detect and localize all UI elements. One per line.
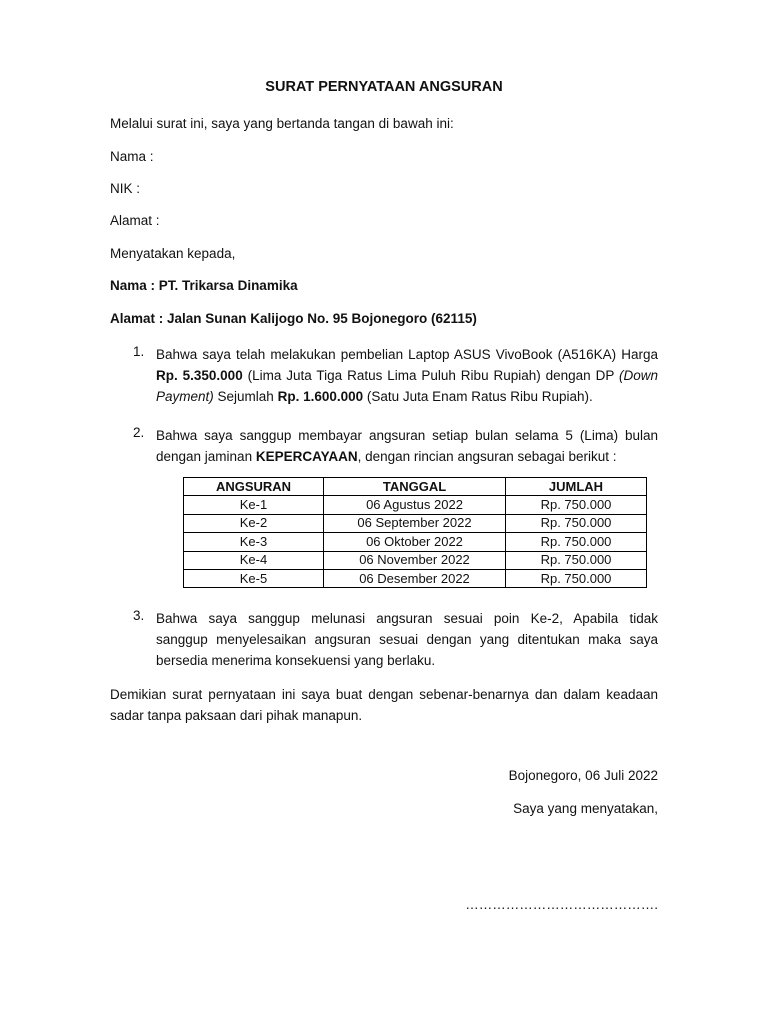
list-number: 1. [133, 344, 145, 359]
item3-line3: bersedia menerima konsekuensi yang berlaku. [156, 653, 436, 668]
signoff: Saya yang menyatakan, [513, 801, 658, 816]
table-row: Ke-2 06 September 2022 Rp. 750.000 [184, 514, 647, 532]
item1-line2: Rp. 5.350.000 (Lima Juta Tiga Ratus Lima Puluh Ribu Rupiah) dengan DP (Down [156, 368, 658, 383]
closing-paragraph [110, 684, 658, 726]
price-amount: Rp. 5.350.000 [156, 368, 243, 383]
header-jumlah: JUMLAH [506, 478, 647, 496]
item1-line3: Payment) Sejumlah Rp. 1.600.000 (Satu Juta Enam Ratus Ribu Rupiah). [156, 389, 593, 404]
field-nik: NIK : [110, 181, 141, 196]
field-nama: Nama : [110, 149, 154, 164]
item3-line2: sanggup menyelesaikan angsuran sesuai dengan yang ditentukan maka saya [156, 632, 658, 647]
header-angsuran: ANGSURAN [184, 478, 324, 496]
table-row: Ke-4 06 November 2022 Rp. 750.000 [184, 551, 647, 569]
field-alamat: Alamat : [110, 213, 160, 228]
table-row: Ke-1 06 Agustus 2022 Rp. 750.000 [184, 496, 647, 514]
recipient-nama: Nama : PT. Trikarsa Dinamika [110, 278, 298, 293]
item1-line1: Bahwa saya telah melakukan pembelian Laptop ASUS VivoBook (A516KA) Harga [156, 347, 658, 362]
list-number: 2. [133, 425, 145, 440]
list-number: 3. [133, 608, 145, 623]
recipient-alamat: Alamat : Jalan Sunan Kalijogo No. 95 Bojonegoro (62115) [110, 311, 477, 326]
document-title: SURAT PERNYATAAN ANGSURAN [265, 79, 503, 95]
table-header-row [184, 478, 647, 496]
place-date: Bojonegoro, 06 Juli 2022 [508, 768, 658, 783]
header-tanggal: TANGGAL [324, 478, 506, 496]
intro-text: Melalui surat ini, saya yang bertanda tangan di bawah ini: [110, 116, 454, 131]
signature-line: ……………………………………. [465, 897, 658, 912]
declare-to: Menyatakan kepada, [110, 246, 236, 261]
table-row: Ke-3 06 Oktober 2022 Rp. 750.000 [184, 533, 647, 551]
item2-line2: dengan jaminan KEPERCAYAAN, dengan rincian angsuran sebagai berikut : [156, 449, 617, 464]
table-row: Ke-5 06 Desember 2022 Rp. 750.000 [184, 569, 647, 587]
installment-table [183, 477, 647, 588]
closing-line1: Demikian surat pernyataan ini saya buat dengan sebenar-benarnya dan dalam keadaan [110, 687, 658, 702]
item3-line1: Bahwa saya sanggup melunasi angsuran sesuai poin Ke-2, Apabila tidak [156, 611, 658, 626]
dp-amount: Rp. 1.600.000 [277, 389, 364, 404]
item2-line1: Bahwa saya sanggup membayar angsuran setiap bulan selama 5 (Lima) bulan [156, 428, 658, 443]
closing-line2: sadar tanpa paksaan dari pihak manapun. [110, 708, 363, 723]
